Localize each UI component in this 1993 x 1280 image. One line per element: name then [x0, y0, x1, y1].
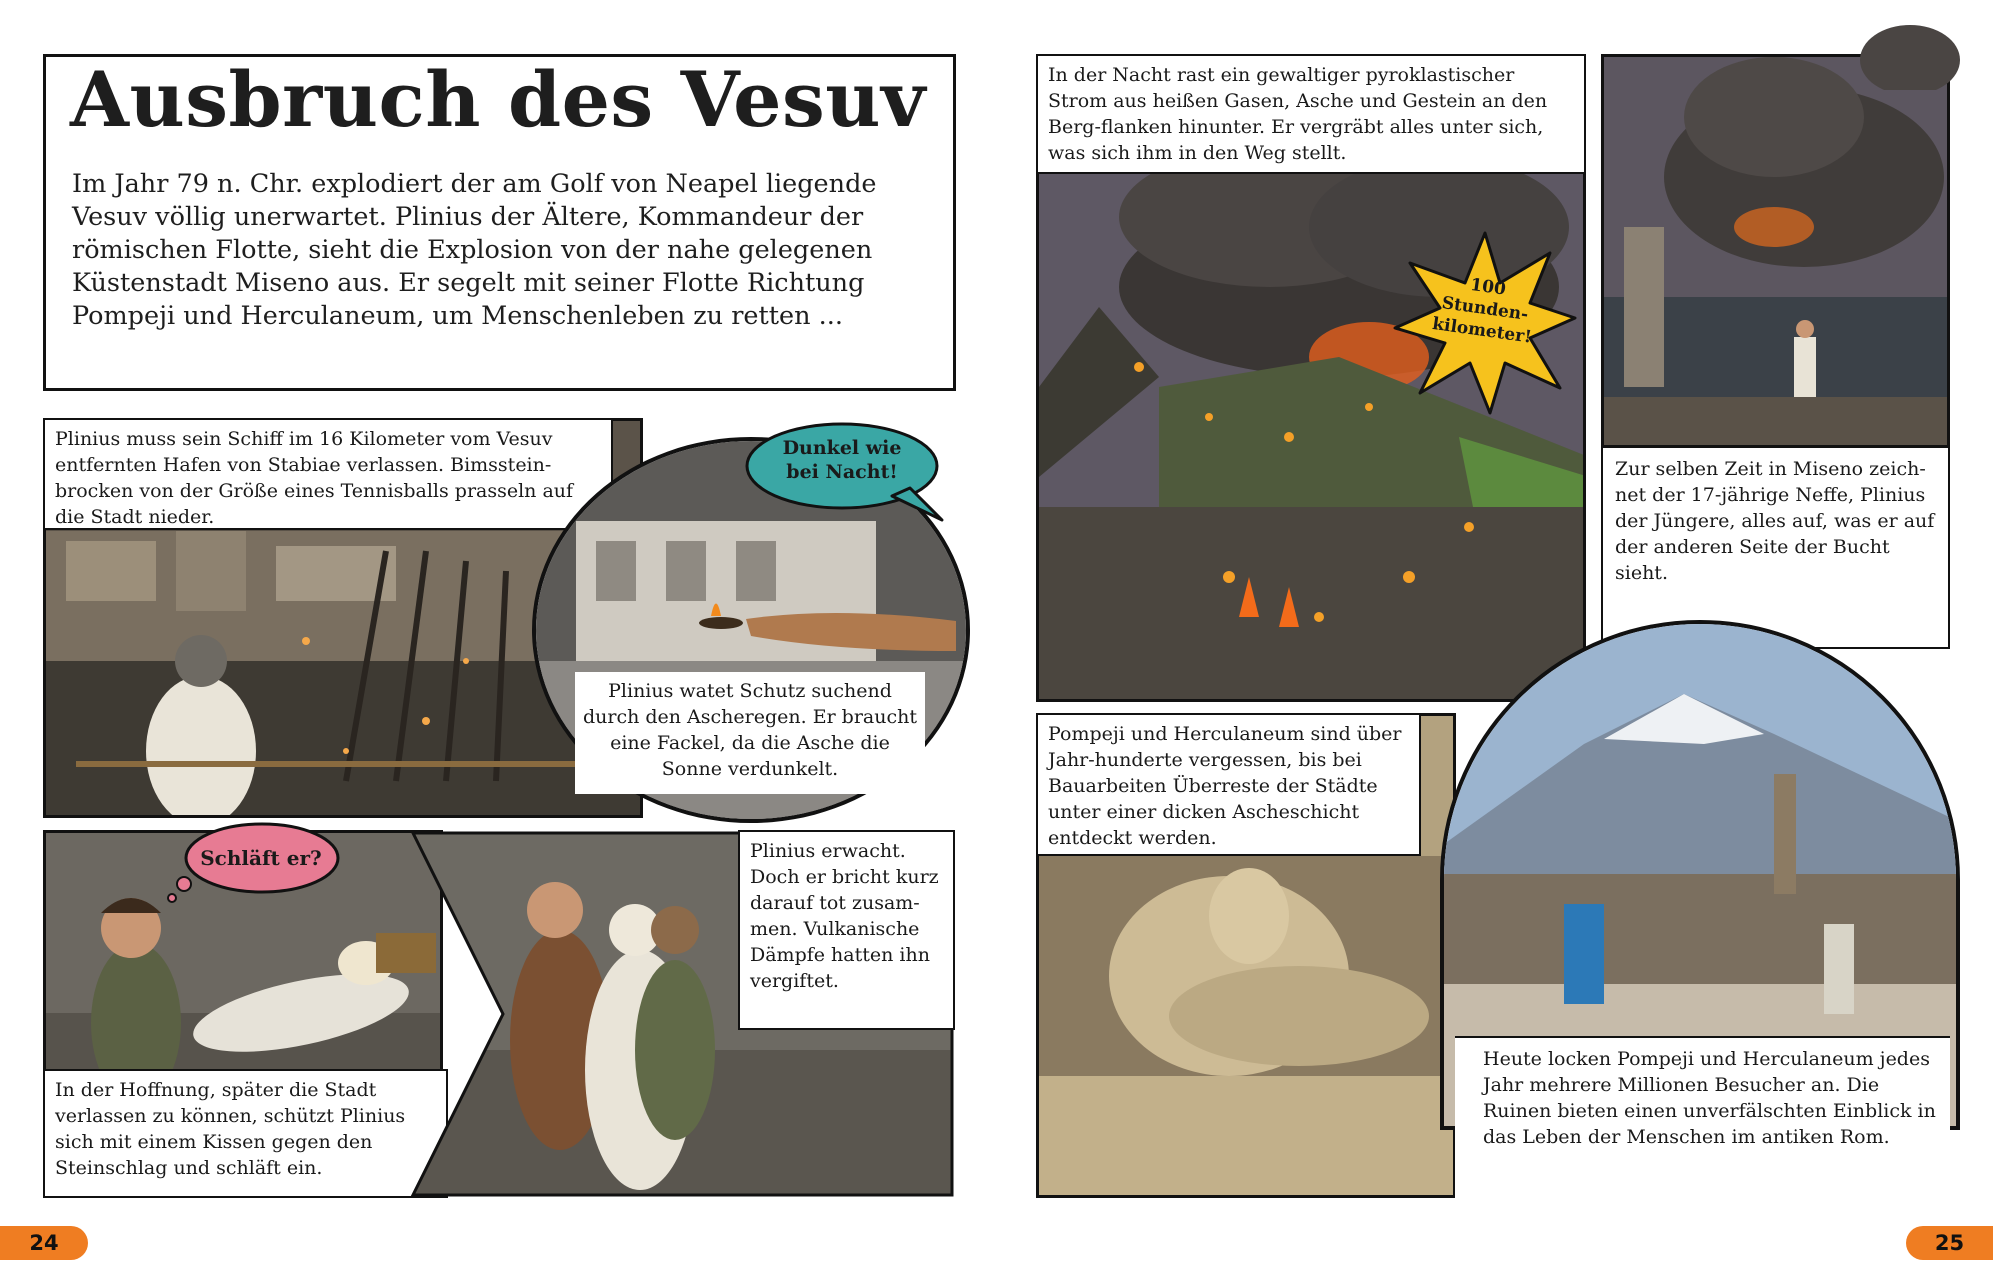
- caption-pillow: In der Hoffnung, später die Stadt verlassen zu können, schützt Plinius sich mit einem Kissen gegen den Steinschlag und schläft ein.: [43, 1069, 448, 1198]
- caption-flow: In der Nacht rast ein gewaltiger pyroklastischer Strom aus heißen Gasen, Asche und Gestein an den Berg-flanken hinunter. Er vergräbt alles unter sich, was sich ihm in den Weg stellt.: [1036, 54, 1586, 174]
- speech-text-sleep: Schläft er?: [200, 846, 322, 870]
- caption-death: Plinius erwacht. Doch er bricht kurz darauf tot zusam-men. Vulkanische Dämpfe hatten ihn vergiftet.: [738, 830, 955, 1030]
- caption-misenum: Zur selben Zeit in Miseno zeich-net der 17-jährige Neffe, Plinius der Jüngere, alles auf, was er auf der anderen Seite der Bucht sieht.: [1601, 445, 1950, 649]
- intro-text: Im Jahr 79 n. Chr. explodiert der am Golf von Neapel liegende Vesuv völlig unerwartet. Plinius der Ältere, Kommandeur der römischen Flotte, sieht die Explosion von der nahe gelegenen Küstenstadt Miseno aus. Er segelt mit seiner Flotte Richtung Pompeji und Herculaneum, um Menschenleben zu retten ...: [72, 169, 877, 331]
- caption-today: Heute locken Pompeji und Herculaneum jedes Jahr mehrere Millionen Besucher an. Die Ruinen bieten einen unverfälschten Einblick in das Leben der Menschen im antiken Rom.: [1455, 1036, 1950, 1198]
- page-title: Ausbruch des Vesuv: [70, 55, 926, 144]
- page-number-left: 24: [0, 1226, 88, 1260]
- caption-stabiae: Plinius muss sein Schiff im 16 Kilometer vom Vesuv entfernten Hafen von Stabiae verlassen. Bimsstein-brocken von der Größe eines Tennisballs prasseln auf die Stadt nieder.: [43, 418, 613, 530]
- smoke-overflow: [1850, 10, 1960, 90]
- speech-text-dark: Dunkel wie bei Nacht!: [782, 437, 902, 483]
- page-number-right: 25: [1906, 1226, 1993, 1260]
- starburst-text: 100 Stunden-kilometer!: [1431, 274, 1533, 348]
- caption-forgotten: Pompeji und Herculaneum sind über Jahr-hunderte vergessen, bis bei Bauarbeiten Überreste der Städte unter einer dicken Ascheschicht entdeckt werden.: [1036, 713, 1421, 856]
- illustration-misenum: [1604, 57, 1950, 457]
- caption-torch: Plinius watet Schutz suchend durch den Ascheregen. Er braucht eine Fackel, da die Asche die Sonne verdunkelt.: [575, 672, 925, 794]
